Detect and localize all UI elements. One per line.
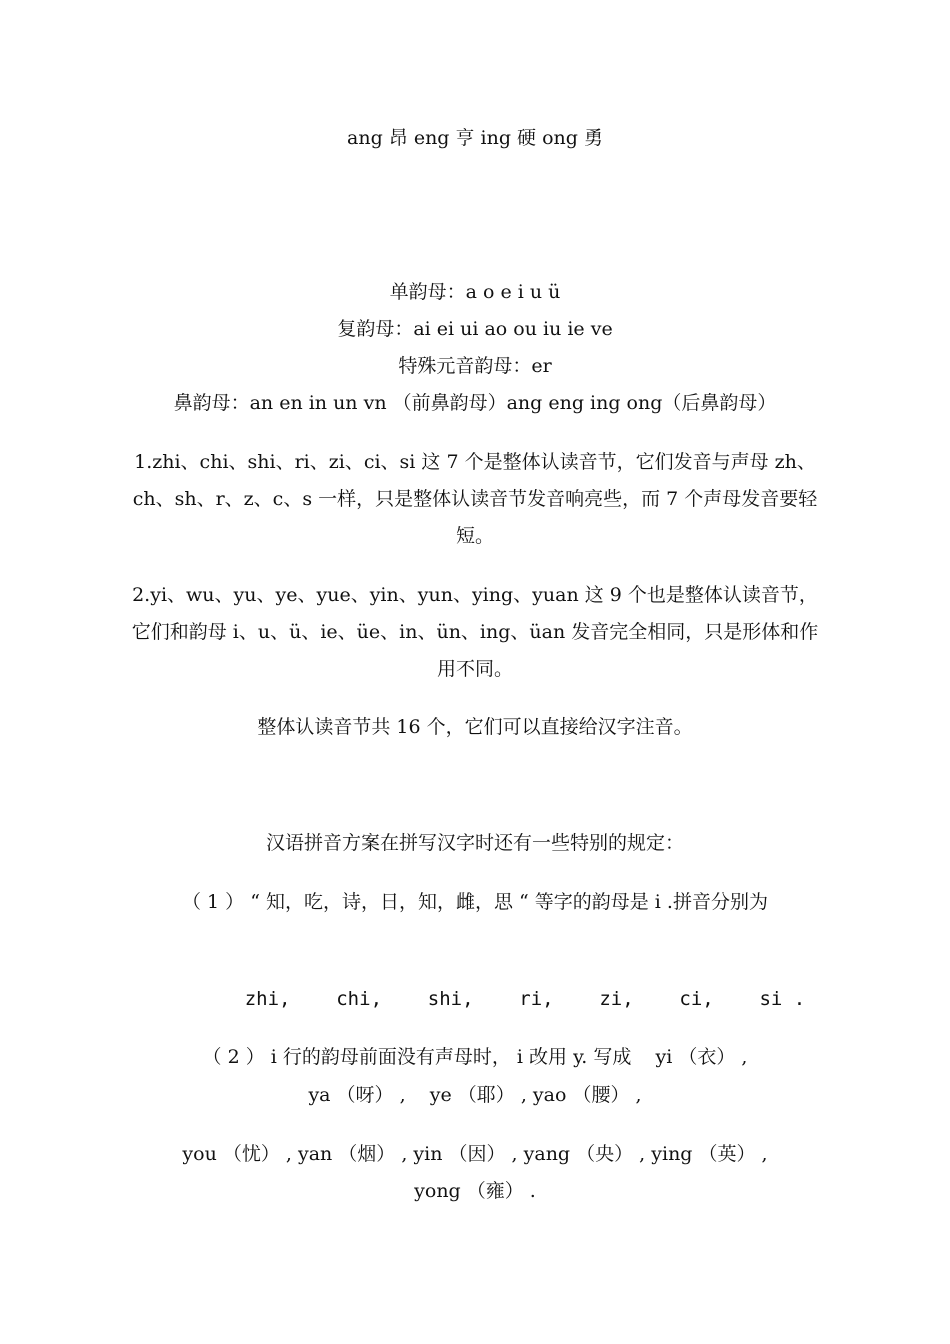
rule-1-text: （ 1 ） “ 知，吃，诗，日，知，雌，思 “ 等字的韵母是 i .拼音分别为 <box>182 891 768 913</box>
rule-2-line-2: ya （呀） , ye （耶） , yao （腰） , <box>308 1084 642 1106</box>
rule-2-line-1: （ 2 ） i 行的韵母前面没有声母时， i 改用 y. 写成 yi （衣） , <box>202 1046 748 1068</box>
nasal-examples-line: ang 昂 eng 亨 ing 硬 ong 勇 <box>347 127 603 149</box>
single-finals-line: 单韵母：a o e i u ü <box>389 281 561 303</box>
note-paragraph-1: 1.zhi、chi、shi、ri、zi、ci、si 这 7 个是整体认读音节，它们发音与声母 zh、ch、sh、r、z、c、s 一样，只是整体认读音节发音响亮些，而 7 个声母发音要轻短。 <box>132 451 818 547</box>
summary-line: 整体认读音节共 16 个，它们可以直接给汉字注音。 <box>257 716 693 738</box>
nasal-finals-line: 鼻韵母：an en in un vn （前鼻韵母）ang eng ing ong（后鼻韵母） <box>173 392 777 414</box>
special-finals-line: 特殊元音韵母：er <box>398 355 552 377</box>
note-paragraph-2: 2.yi、wu、yu、ye、yue、yin、yun、ying、yuan 这 9 个也是整体认读音节，它们和韵母 i、u、ü、ie、üe、in、ün、ing、üan 发音完全相同，只是形体和作用不同。 <box>131 584 819 680</box>
rule-2-line-3: you （忧） , yan （烟） , yin （因） , yang （央） , ying （英） , <box>182 1143 768 1165</box>
rule-2-line-4: yong （雍） . <box>414 1180 536 1202</box>
compound-finals-line: 复韵母：ai ei ui ao ou iu ie ve <box>337 318 613 340</box>
rules-heading: 汉语拼音方案在拼写汉字时还有一些特别的规定： <box>265 832 684 854</box>
rule-1-syllables: zhi, chi, shi, ri, zi, ci, si . <box>244 988 806 1010</box>
